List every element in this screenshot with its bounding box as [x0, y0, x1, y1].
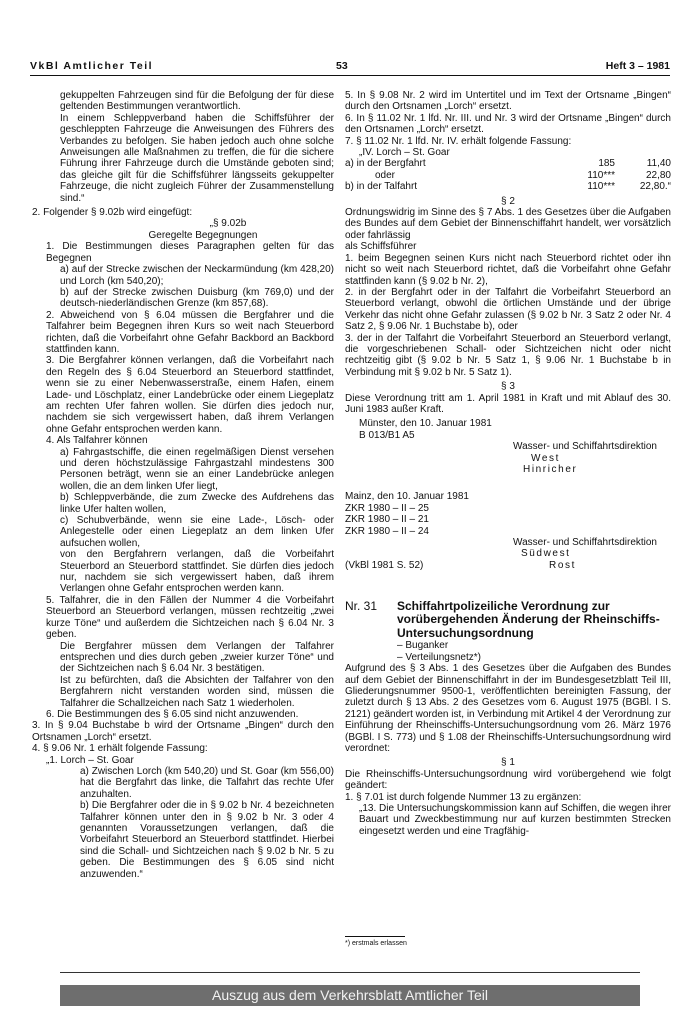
table-cell: 22,80.“ [639, 181, 671, 193]
reference: B 013/B1 A5 [359, 429, 415, 441]
vkbl-reference: (VkBl 1981 S. 52) [345, 559, 424, 571]
table-cell: oder [375, 169, 396, 181]
list-item: 4. Als Talfahrer können [46, 435, 148, 447]
signer: Hinricher [523, 464, 578, 475]
list-item: 3. Die Bergfahrer können verlangen, daß die Vorbeifahrt nach den Regeln des § 6.04 Steuerbord an Steuerbord stattfindet, wenn sie zu einer Nebenwasserstraße, einem Hafen, einem Lade- und Löschplatz, einer Landebrücke oder einem Liegeplatz am rechten Ufer fahren wollen. Sie dürfen dies jedoch nur, nachdem sie sich vergewissert haben, daß ihrem Verlangen ohne Gefahr entsprochen werden kann. [46, 355, 334, 435]
table-row [345, 170, 671, 181]
paragraph: als Schiffsführer [345, 241, 417, 253]
issue-label: Heft 3 – 1981 [605, 60, 670, 72]
paragraph: Die Bergfahrer müssen dem Verlangen der Talfahrer entsprechen und dies durch geben „zweier kurzer Töne“ und der Sichtzeichen nach § 6.04 Nr. 3 bestätigen. [60, 640, 334, 675]
table-cell: 185 [598, 158, 615, 170]
list-item: „1. Lorch – St. Goar [46, 754, 134, 766]
table-cell: 22,80 [645, 169, 671, 181]
section-title: § 3 [501, 381, 515, 393]
list-item: a) Zwischen Lorch (km 540,20) und St. Goar (km 556,00) hat die Bergfahrt das linke, die Talfahrt das rechte Ufer anzuhalten. [80, 765, 334, 800]
list-item: „13. Die Untersuchungskommission kann auf Schiffen, die wegen ihrer Bauart und Zweckbestimmung nur auf kurzen bestimmten Strecken eingesetzt werden und eine Tragfähig- [359, 803, 671, 837]
authority: Wasser- und Schiffahrtsdirektion [513, 441, 657, 453]
list-item: b) Die Bergfahrer oder die in § 9.02 b Nr. 4 bezeichneten Talfahrer können unter den in § 9.02 b Nr. 3 oder 4 genannten Voraussetzungen verlangen, daß die Vorbeifahrt Steuerbord an Steuerbord stattfindet. Hierbei sind die Schall- und Sichtzeichen nach § 9.02 b Nr. 5 zu geben. Die Bestimmungen des § 6.05 sind nicht anzuwenden.“ [80, 800, 334, 880]
footnote-rule [345, 936, 405, 937]
list-item: a) Fahrgastschiffe, die einen regelmäßigen Dienst versehen und deren höchstzulässige Fahrgastzahl mindestens 300 Personen beträgt, wenn sie an einer Landebrücke anlegen wollen, die an dem linken Ufer liegt, [60, 446, 334, 492]
paragraph: Ist zu befürchten, daß die Absichten der Talfahrer von den Bergfahrern nicht verstanden worden sind, müssen die Talfahrer die Schallzeichen nach Satz 1 wiederholen. [60, 674, 334, 709]
table-cell: a) in der Bergfahrt [345, 158, 426, 170]
signer: Rost [549, 559, 576, 571]
paragraph: Aufgrund des § 3 Abs. 1 des Gesetzes über die Aufgaben des Bundes auf dem Gebiet der Binnenschiffahrt in der im Bundesgesetzblatt Teil III, Gliederungsnummer 9500-1, veröffentlichten bereinigten Fassung, der zuletzt durch § 13 Abs. 2 des Gesetzes vom 6. August 1975 (BGBl. I S. 2121) geändert worden ist, in Verbindung mit Artikel 4 der Verordnung zur Einführung der Rheinschiffs-Untersuchungsordnung vom 26. März 1976 (BGBl. I S. 773) und § 1.08 der Rheinschiffs-Untersuchungsordnung wird verordnet: [345, 663, 671, 754]
table-cell: 110*** [587, 181, 615, 193]
journal-title: VkBl Amtlicher Teil [30, 60, 154, 72]
authority: Wasser- und Schiffahrtsdirektion [513, 537, 657, 549]
footer-banner: Auszug aus dem Verkehrsblatt Amtlicher Teil [60, 985, 640, 1006]
running-header [30, 60, 670, 76]
footnote: *) erstmals erlassen [345, 940, 407, 947]
list-item: 1. beim Begegnen seinen Kurs nicht nach Steuerbord richtet oder ihn nicht so weit nach Steuerbord richtet, daß die Vorbeifahrt ohne Gefahr stattfinden kann (§ 9.02 b Nr. 2), [345, 252, 671, 287]
paragraph: Die Rheinschiffs-Untersuchungsordnung wird vorübergehend wie folgt geändert: [345, 768, 671, 792]
list-item: a) auf der Strecke zwischen der Neckarmündung (km 428,20) und Lorch (km 540,20); [60, 264, 334, 287]
authority-region: West [531, 452, 560, 464]
reference: ZKR 1980 – II – 21 [345, 514, 429, 526]
list-item: 2. in der Bergfahrt oder in der Talfahrt die Vorbeifahrt Steuerbord an Steuerbord verlangt, obwohl die örtlichen Umstände und der übrige Verkehr das nicht ohne Gefahr zulassen (§ 9.02 b Nr. 3 Satz 2 oder Nr. 4 Satz 2, § 9.06 Nr. 1 Buchstabe b), oder [345, 286, 671, 333]
right-column [345, 90, 671, 837]
fairway-table [345, 158, 671, 192]
paragraph: gekuppelten Fahrzeugen sind für die Befolgung der für diese geltenden Bestimmungen verantwortlich. [60, 90, 334, 113]
list-item: „IV. Lorch – St. Goar [359, 147, 450, 159]
table-cell: 11,40 [646, 158, 671, 170]
regulation-heading [345, 600, 671, 641]
list-item: 6. In § 11.02 Nr. 1 lfd. Nr. III. und Nr. 3 wird der Ortsname „Bingen“ durch den Ortsnamen „Lorch“ ersetzt. [345, 112, 671, 136]
reference: ZKR 1980 – II – 24 [345, 525, 429, 537]
list-item: 5. In § 9.08 Nr. 2 wird im Untertitel und im Text der Ortsname „Bingen“ durch den Ortsnamen „Lorch“ ersetzt. [345, 90, 671, 113]
regulation-number: Nr. 31 [345, 598, 378, 613]
list-item: 6. Die Bestimmungen des § 6.05 sind nicht anzuwenden. [46, 708, 299, 720]
list-item: 4. § 9.06 Nr. 1 erhält folgende Fassung: [32, 743, 208, 755]
list-item: 5. Talfahrer, die in den Fällen der Nummer 4 die Vorbeifahrt Steuerbord an Steuerbord verlangen, müssen rechtzeitig „zwei kurze Töne“ und außerdem die Sichtzeichen nach § 6.04 Nr. 3 geben. [46, 594, 334, 641]
table-row [345, 181, 671, 192]
list-item: – Buganker [397, 640, 449, 652]
place-date: Münster, den 10. Januar 1981 [359, 418, 492, 430]
list-item: b) auf der Strecke zwischen Duisburg (km 769,0) und der deutsch-niederländischen Grenze (km 857,68). [60, 286, 334, 310]
list-item: 1. Die Bestimmungen dieses Paragraphen gelten für das Begegnen [46, 241, 334, 264]
place-date: Mainz, den 10. Januar 1981 [345, 491, 469, 503]
paragraph: Diese Verordnung tritt am 1. April 1981 in Kraft und mit Ablauf des 30. Juni 1983 außer Kraft. [345, 392, 671, 415]
page-number: 53 [336, 60, 348, 72]
list-item: c) Schubverbände, wenn sie eine Lade-, Lösch- oder Anlegestelle oder einen Liegeplatz an dem linken Ufer aufsuchen wollen, [60, 515, 334, 549]
list-item: 3. der in der Talfahrt die Vorbeifahrt Steuerbord an Steuerbord verlangt, die vorgeschriebenen Schall- oder Sichtzeichen nicht oder nicht rechtzeitig gibt (§ 9.02 b Nr. 5 Satz 1, § 9.06 Nr. 1 Buchstabe b in Verbindung mit § 9.02 b Nr. 5 Satz 1). [345, 332, 671, 378]
regulation-title: Schiffahrtpolizeiliche Verordnung zur vorübergehenden Änderung der Rheinschiffs-Untersuchungsordnung [397, 598, 660, 640]
list-item: b) Schleppverbände, die zum Zwecke des Aufdrehens das linke Ufer halten wollen, [60, 492, 334, 515]
table-row [345, 158, 671, 169]
list-item: 2. Abweichend von § 6.04 müssen die Bergfahrer und die Talfahrer beim Begegnen ihren Kurs so weit nach Steuerbord richten, daß die Vorbeifahrt ohne Gefahr Backbord an Backbord stattfinden kann. [46, 309, 334, 355]
table-cell: 110*** [587, 169, 615, 181]
section-subtitle: Geregelte Begegnungen [148, 229, 258, 241]
section-title: „§ 9.02b [209, 218, 247, 230]
bottom-rule [60, 972, 640, 973]
left-column [32, 90, 334, 880]
header-rule [30, 75, 670, 76]
list-item: 1. § 7.01 ist durch folgende Nummer 13 zu ergänzen: [345, 791, 582, 803]
authority-region: Südwest [521, 548, 571, 560]
table-cell: b) in der Talfahrt [345, 181, 418, 193]
paragraph: Ordnungswidrig im Sinne des § 7 Abs. 1 des Gesetzes über die Aufgaben des Bundes auf dem Gebiet der Binnenschiffahrt handelt, wer vorsätzlich oder fahrlässig [345, 207, 671, 241]
section-title: § 1 [501, 757, 515, 769]
section-title: § 2 [501, 195, 515, 207]
reference: ZKR 1980 – II – 25 [345, 502, 429, 514]
list-item: 3. In § 9.04 Buchstabe b wird der Ortsname „Bingen“ durch den Ortsnamen „Lorch“ ersetzt. [32, 720, 334, 743]
paragraph: In einem Schleppverband haben die Schiffsführer der geschleppten Fahrzeuge die Anweisungen des Führers des Verbandes zu befolgen. Sie haben jedoch auch ohne solche Anweisungen alle Maßnahmen zu treffen, die für die sichere Führung ihrer Fahrzeuge durch die Umstände geboten sind; das gleiche gilt für die Schiffsführer längsseits gekuppelter Fahrzeuge, die nicht zugleich Führer der Zusammenstellung sind.“ [60, 112, 334, 204]
list-item: 2. Folgender § 9.02b wird eingefügt: [32, 207, 193, 219]
list-item: – Verteilungsnetz*) [397, 651, 481, 663]
list-item: 7. § 11.02 Nr. 1 lfd. Nr. IV. erhält folgende Fassung: [345, 135, 572, 147]
paragraph: von den Bergfahrern verlangen, daß die Vorbeifahrt Steuerbord an Steuerbord stattfindet. Sie dürfen dies jedoch nur, nachdem sie sich vergewissert haben, daß ihrem Verlangen ohne Gefahr entsprochen werden kann. [60, 549, 334, 595]
